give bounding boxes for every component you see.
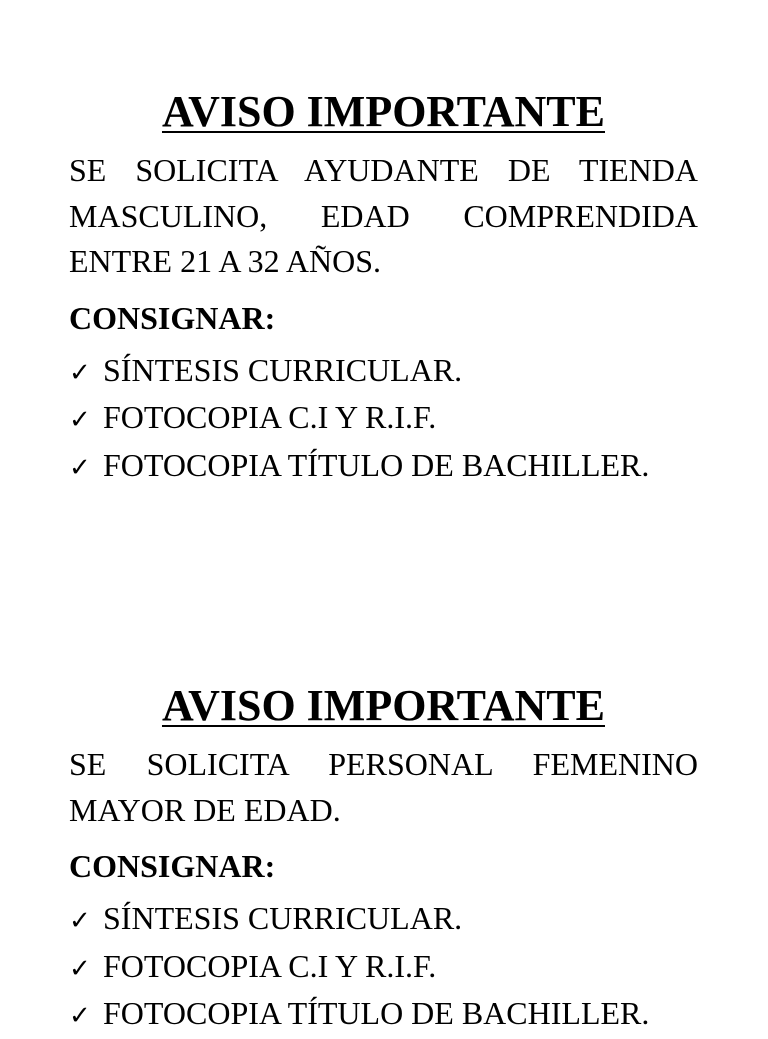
list-item-text: SÍNTESIS CURRICULAR. (103, 351, 463, 388)
list-item-text: SÍNTESIS CURRICULAR. (103, 900, 463, 936)
list-item-text: FOTOCOPIA TÍTULO DE BACHILLER. (103, 995, 650, 1031)
consignar-label: CONSIGNAR: (69, 848, 276, 884)
checkmark-icon: ✓ (69, 357, 91, 388)
notice-2 (69, 678, 698, 1039)
consignar-label: CONSIGNAR: (69, 299, 276, 336)
notice-body: SE SOLICITA PERSONAL FEMENINO MAYOR DE EDAD. (69, 746, 698, 828)
checkmark-icon: ✓ (69, 452, 91, 483)
list-item-text: FOTOCOPIA TÍTULO DE BACHILLER. (103, 446, 650, 483)
requirements-list (69, 348, 698, 491)
notice-body: SE SOLICITA AYUDANTE DE TIENDA MASCULINO, EDAD COMPRENDIDA ENTRE 21 A 32 AÑOS. (69, 152, 698, 279)
list-item (69, 991, 698, 1039)
checkmark-icon: ✓ (69, 405, 91, 435)
list-item-text: FOTOCOPIA C.I Y R.I.F. (103, 399, 437, 435)
checkmark-icon: ✓ (69, 953, 91, 984)
list-item-text: FOTOCOPIA C.I Y R.I.F. (103, 947, 437, 984)
requirements-list (69, 896, 698, 1039)
checkmark-icon: ✓ (69, 906, 91, 936)
list-item (69, 896, 698, 944)
list-item (69, 944, 698, 992)
notice-title: AVISO IMPORTANTE (161, 681, 605, 730)
notice-1 (69, 84, 698, 490)
notice-title: AVISO IMPORTANTE (161, 87, 605, 136)
list-item (69, 348, 698, 396)
checkmark-icon: ✓ (69, 1001, 91, 1031)
list-item (69, 443, 698, 491)
list-item (69, 395, 698, 443)
